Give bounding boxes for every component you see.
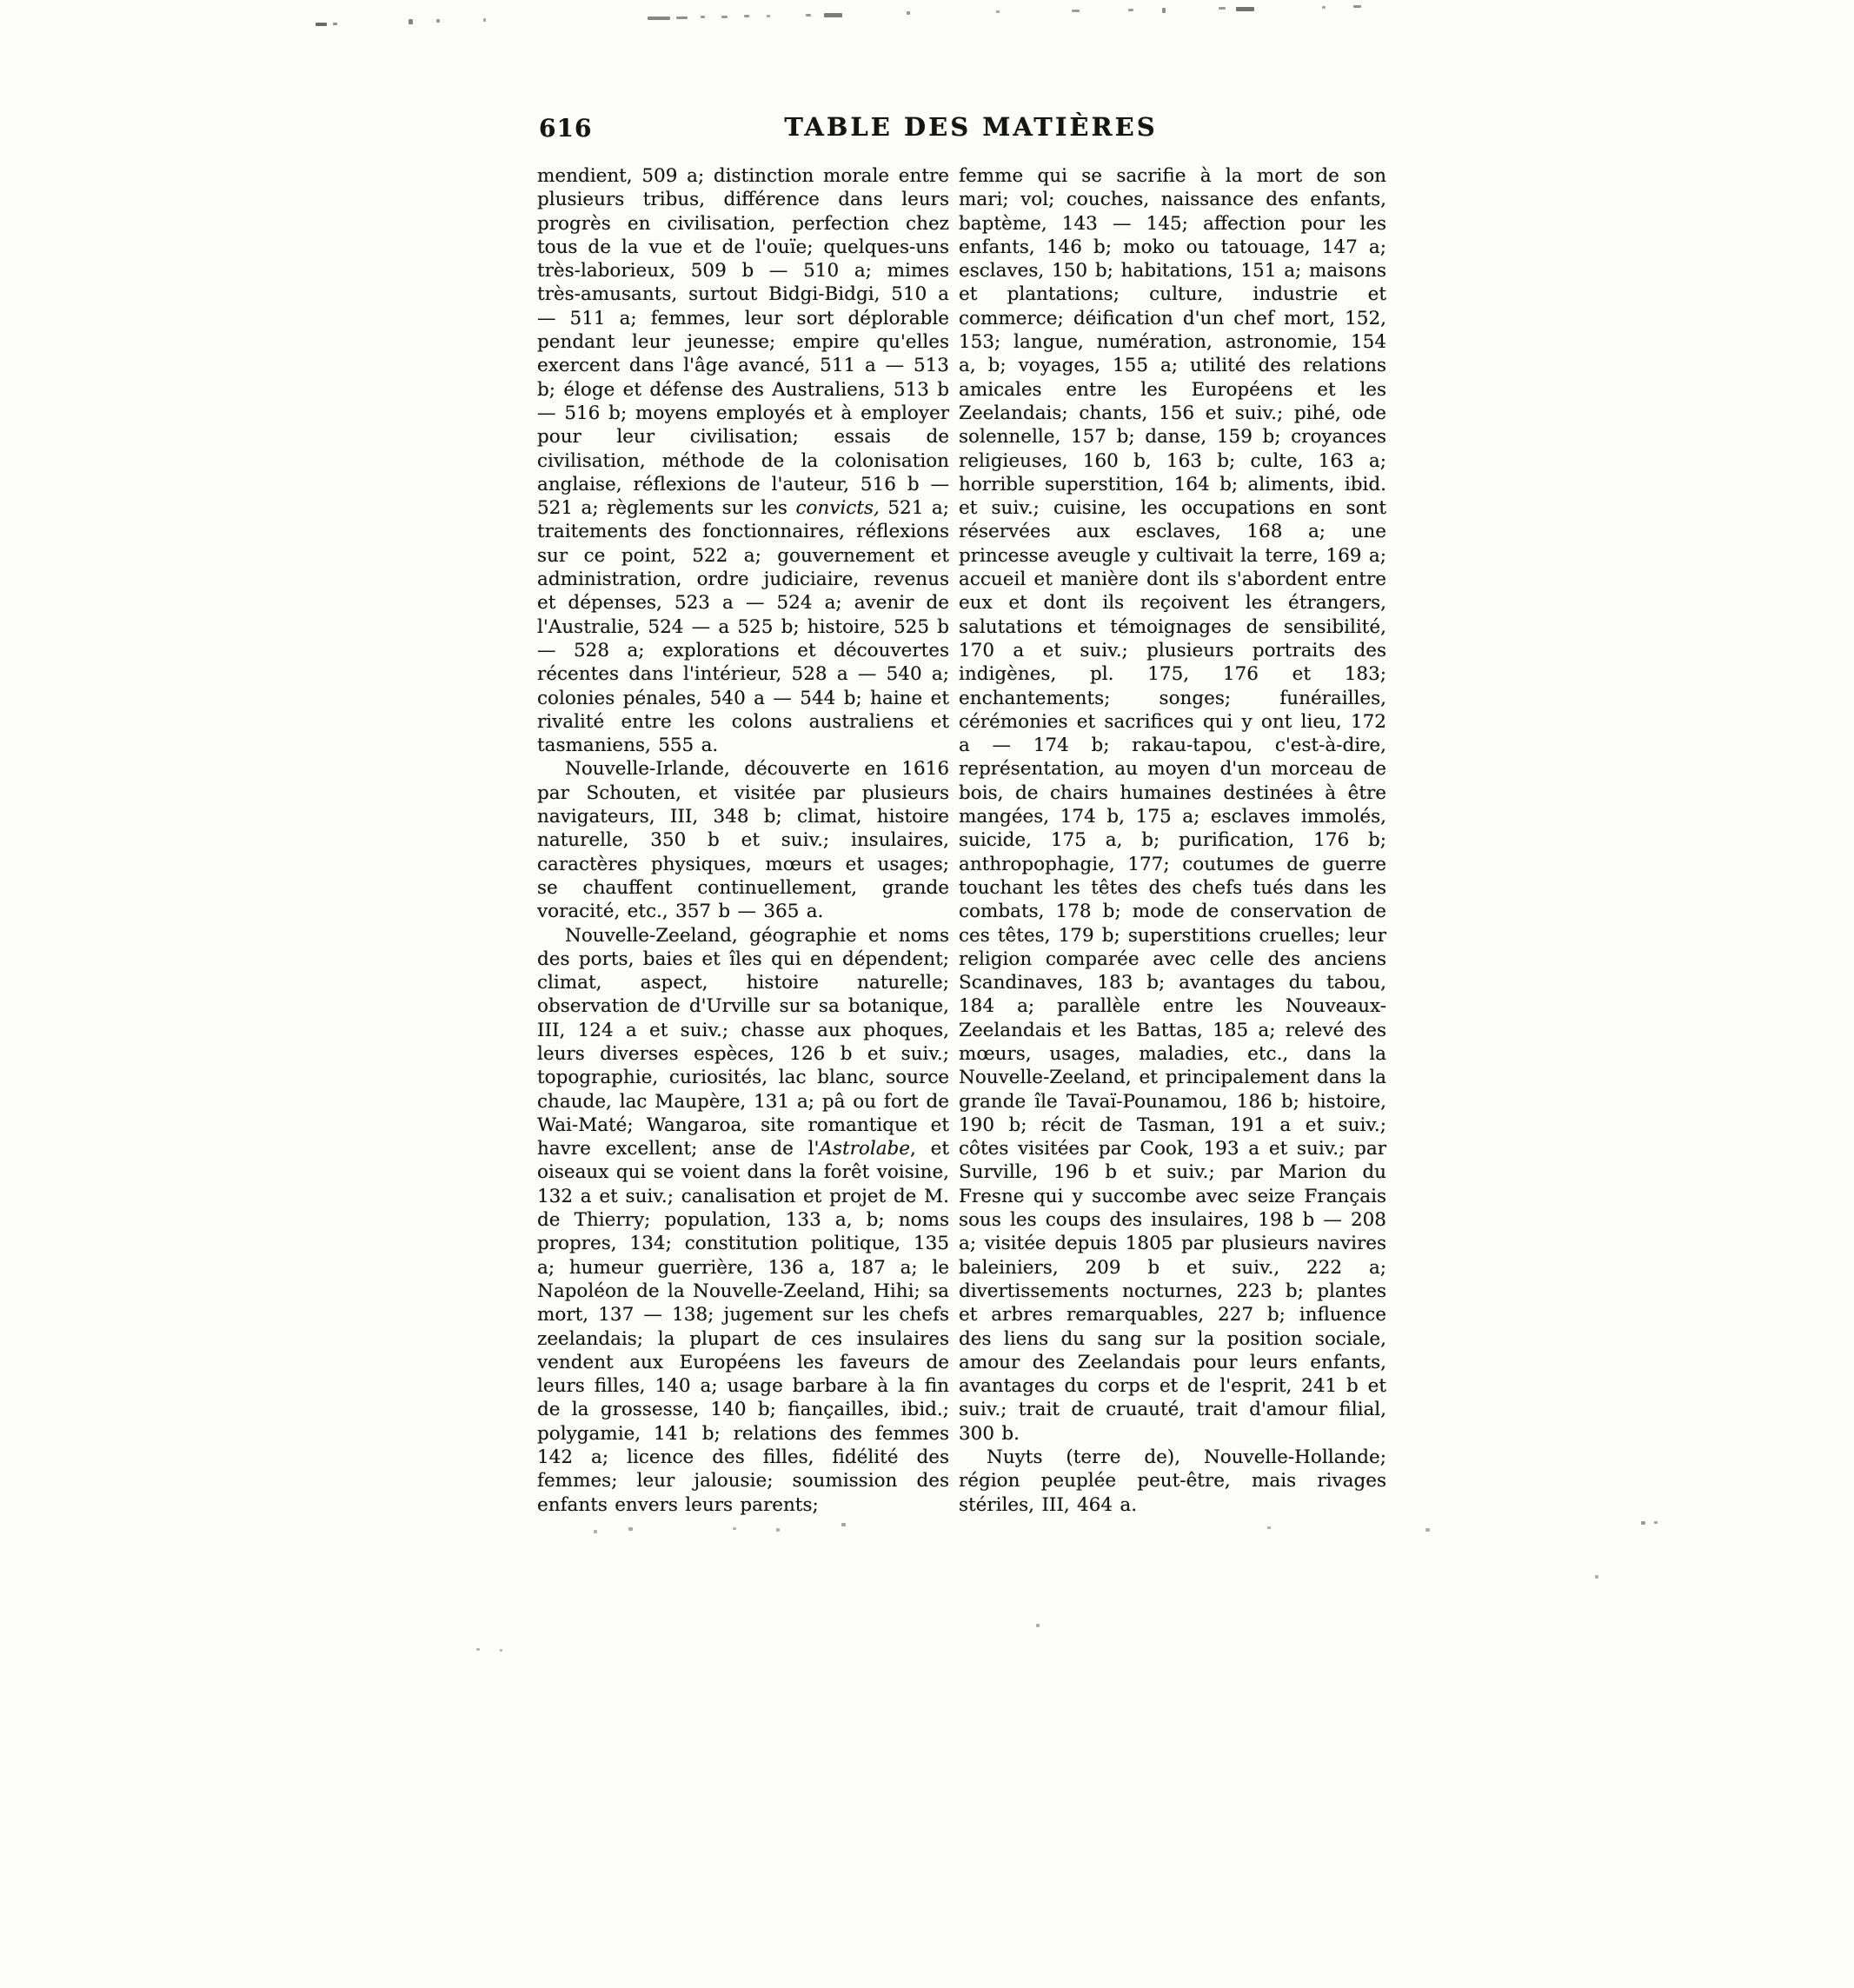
scan-artifact bbox=[500, 1649, 502, 1652]
scan-artifact bbox=[1641, 1521, 1645, 1525]
page-number: 616 bbox=[539, 114, 593, 143]
scan-artifact bbox=[1236, 7, 1254, 11]
scan-artifact bbox=[316, 23, 327, 26]
scan-artifact bbox=[436, 19, 440, 23]
scan-artifact bbox=[744, 15, 749, 17]
scan-artifact bbox=[409, 19, 413, 24]
paragraph bbox=[537, 164, 949, 757]
paragraph bbox=[959, 1446, 1386, 1517]
scan-artifact bbox=[1267, 1526, 1271, 1529]
scan-artifact bbox=[1654, 1521, 1658, 1524]
scan-artifact bbox=[776, 1528, 780, 1532]
scan-artifact bbox=[483, 18, 486, 22]
left-column bbox=[537, 164, 949, 1517]
text-run: Nouvelle-Irlande, découverte en 1616 par Schouten, et visitée par plusieurs navigateurs, III, 348 b; climat, histoire naturelle, 350 b et suiv.; insulaires, caractères physiques, mœurs et usages; se chauffent continuellement, grande voracité, etc., 357 b — 365 a. bbox=[537, 758, 949, 923]
scan-artifact bbox=[1219, 7, 1226, 10]
text-run: Nouvelle-Zeeland, géographie et noms des ports, baies et îles qui en dépendent; climat, aspect, histoire naturelle; observation de d'Urville sur sa botanique, III, 124 a et suiv.; chasse aux phoques, leurs diverses espèces, 126 b et suiv.; topographie, curiosités, lac blanc, source chaude, lac Maupère, 131 a; pâ ou fort de Wai-Maté; Wangaroa, site romantique et havre excellent; anse de l' bbox=[537, 924, 949, 1160]
paragraph bbox=[959, 164, 1386, 1446]
italic-text-run: convicts, bbox=[795, 497, 880, 520]
scan-artifact bbox=[824, 13, 842, 17]
scan-artifact bbox=[1353, 5, 1361, 8]
text-run: 521 a; traitements des fonctionnaires, réflexions sur ce point, 522 a; gouvernement et administration, ordre judiciaire, revenus et dépenses, 523 a — 524 a; avenir de l'Australie, 524 — a 525 b; histoire, 525 b — 528 a; explorations et découvertes récentes dans l'intérieur, 528 a — 540 a; colonies pénales, 540 a — 544 b; haine et rivalité entre les colons australiens et tasmaniens, 555 a. bbox=[537, 497, 949, 757]
scan-artifact bbox=[806, 14, 811, 17]
scan-artifact bbox=[733, 1527, 736, 1530]
scan-artifact bbox=[701, 16, 705, 18]
scan-artifact bbox=[1036, 1624, 1040, 1627]
scan-artifact bbox=[841, 1523, 846, 1526]
text-run: , et oiseaux qui se voient dans la forêt voisine, 132 a et suiv.; canalisation et projet de M. de Thierry; population, 133 a, b; noms propres, 134; constitution politique, 135 a; humeur guerrière, 136 a, 187 a; le Napoléon de la Nouvelle-Zeeland, Hihi; sa mort, 137 — 138; jugement sur les chefs zeelandais; la plupart de ces insulaires vendent aux Européens les faveurs de leurs filles, 140 a; usage barbare à la fin de la grossesse, 140 b; fiançailles, ibid.; polygamie, 141 b; relations des femmes 142 a; licence des filles, fidélité des femmes; leur jalousie; soumission des enfants envers leurs parents; bbox=[537, 1138, 949, 1516]
page-title: TABLE DES MATIÈRES bbox=[784, 112, 1158, 142]
scan-artifact bbox=[1425, 1528, 1430, 1532]
text-run: femme qui se sacrifie à la mort de son mari; vol; couches, naissance des enfants, baptème, 143 — 145; affection pour les enfants, 146 b; moko ou tatouage, 147 a; esclaves, 150 b; habitations, 151 a; maisons et plantations; culture, industrie et commerce; déification d'un chef mort, 152, 153; langue, numération, astronomie, 154 a, b; voyages, 155 a; utilité des relations amicales entre les Européens et les Zeelandais; chants, 156 et suiv.; pihé, ode solennelle, 157 b; danse, 159 b; croyances religieuses, 160 b, 163 b; culte, 163 a; horrible superstition, 164 b; aliments, ibid. et suiv.; cuisine, les occupations en sont réservées aux esclaves, 168 a; une princesse aveugle y cultivait la terre, 169 a; accueil et manière dont ils s'abordent entre eux et dont ils reçoivent les étrangers, salutations et témoignages de sensibilité, 170 a et suiv.; plusieurs portraits des indigènes, pl. 175, 176 et 183; enchantements; songes; funérailles, cérémonies et sacrifices qui y ont lieu, 172 a — 174 b; rakau-tapou, c'est-à-dire, représentation, au moyen d'un morceau de bois, de chairs humaines destinées à être mangées, 174 b, 175 a; esclaves immolés, suicide, 175 a, b; purification, 176 b; anthropophagie, 177; coutumes de guerre touchant les têtes des chefs tués dans les combats, 178 b; mode de conservation de ces têtes, 179 b; superstitions cruelles; leur religion comparée avec celle des anciens Scandinaves, 183 b; avantages du tabou, 184 a; parallèle entre les Nouveaux-Zeelandais et les Battas, 185 a; relevé des mœurs, usages, maladies, etc., dans la Nouvelle-Zeeland, et principalement dans la grande île Tavaï-Pounamou, 186 b; histoire, 190 b; récit de Tasman, 191 a et suiv.; côtes visitées par Cook, 193 a et suiv.; par Surville, 196 b et suiv.; par Marion du Fresne qui y succombe avec seize Français sous les coups des insulaires, 198 b — 208 a; visitée depuis 1805 par plusieurs navires baleiniers, 209 b et suiv., 222 a; divertissements nocturnes, 223 b; plantes et arbres remarquables, 227 b; influence des liens du sang sur la position sociale, amour des Zeelandais pour leurs enfants, avantages du corps et de l'esprit, 241 b et suiv.; trait de cruauté, trait d'amour filial, 300 b. bbox=[959, 165, 1386, 1445]
paragraph bbox=[537, 757, 949, 923]
scan-artifact bbox=[1595, 1575, 1598, 1579]
scan-artifact bbox=[333, 23, 337, 25]
scan-artifact bbox=[648, 17, 670, 20]
paragraph bbox=[537, 924, 949, 1517]
scan-artifact bbox=[1072, 10, 1080, 12]
scan-artifact bbox=[996, 10, 1000, 13]
italic-text-run: Astrolabe bbox=[819, 1138, 911, 1160]
scan-artifact bbox=[1162, 8, 1166, 13]
text-run: mendient, 509 a; distinction morale entre plusieurs tribus, différence dans leurs progrès en civilisation, perfection chez tous de la vue et de l'ouïe; quelques-uns très-laborieux, 509 b — 510 a; mimes très-amusants, surtout Bidgi-Bidgi, 510 a — 511 a; femmes, leur sort déplorable pendant leur jeunesse; empire qu'elles exercent dans l'âge avancé, 511 a — 513 b; éloge et défense des Australiens, 513 b — 516 b; moyens employés et à employer pour leur civilisation; essais de civilisation, méthode de la colonisation anglaise, réflexions de l'auteur, 516 b — 521 a; règlements sur les bbox=[537, 165, 949, 520]
text-run: Nuyts (terre de), Nouvelle-Hollande; région peuplée peut-être, mais rivages stériles, III, 464 a. bbox=[959, 1446, 1386, 1516]
scan-artifact bbox=[1322, 6, 1326, 9]
scan-artifact bbox=[628, 1527, 633, 1531]
right-column bbox=[959, 164, 1386, 1517]
scan-artifact bbox=[1128, 9, 1133, 11]
scan-artifact bbox=[476, 1648, 480, 1651]
scan-artifact bbox=[676, 17, 688, 19]
scan-artifact bbox=[721, 16, 728, 18]
scan-artifact bbox=[594, 1530, 597, 1533]
scan-artifact bbox=[767, 15, 770, 17]
scan-artifact bbox=[907, 11, 910, 15]
